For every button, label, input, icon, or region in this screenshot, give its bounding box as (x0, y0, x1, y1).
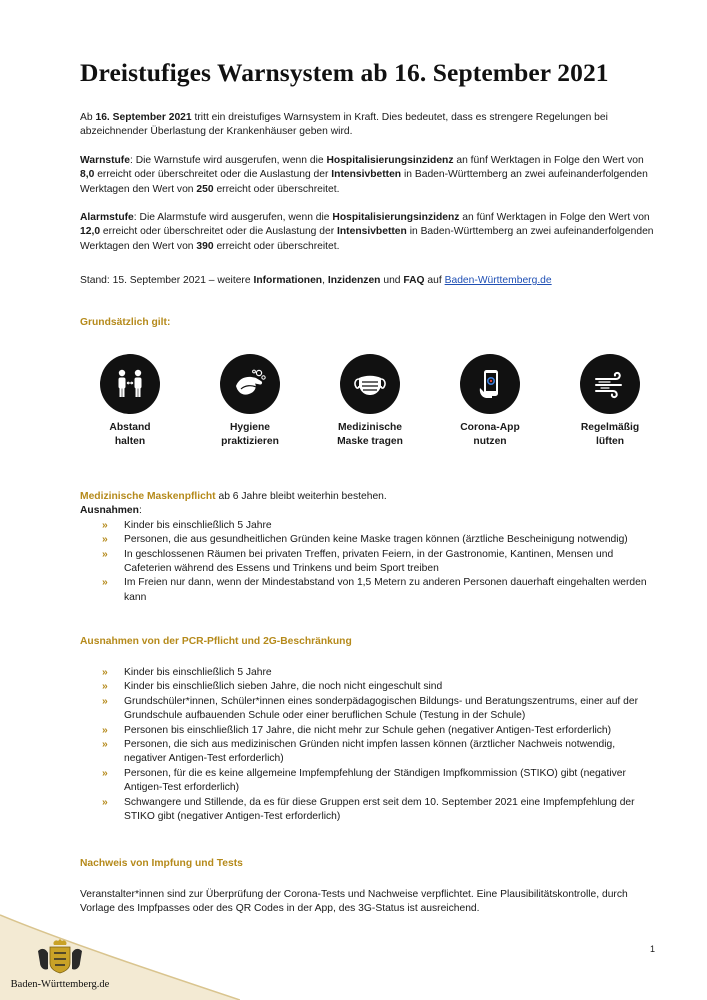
phone-app-icon (460, 354, 520, 414)
logo-text: Baden-Württemberg.de (10, 979, 110, 990)
list-item: » Personen, die aus gesundheitlichen Gründen keine Maske tragen können (ärztliche Bescheinigung notwendig) (102, 534, 628, 546)
list-item: » Kinder bis einschließlich 5 Jahre (102, 519, 272, 531)
ausnahmen-label: Ausnahmen: (80, 505, 142, 517)
list-item: » Personen, für die es keine allgemeine Impfempfehlung der Ständigen Impfkommission (STIKO) gibt (negativer Antigen-Test erforderlich) (102, 767, 626, 794)
list-item: » Kinder bis einschließlich 5 Jahre (102, 667, 272, 678)
rule-label: Regelmäßig lüften (580, 422, 640, 447)
page-number: 1 (649, 944, 655, 954)
rule-lueften (560, 354, 660, 454)
stand-paragraph: Stand: 15. September 2021 – weitere Informationen, Inzidenzen und FAQ auf Baden-Württemberg.de (80, 275, 552, 286)
nachweis-paragraph: Veranstalter*innen sind zur Überprüfung der Corona-Tests und Nachweise verpflichtet. Eine Plausibilitätskontrolle, durch Vorlage des Impfpasses oder des QR Codes in der App, des 3G-Status ist ausreichend. (80, 889, 628, 915)
list-item: » Kinder bis einschließlich sieben Jahre, die noch nicht eingeschult sind (102, 681, 443, 693)
mask-exceptions-list (80, 519, 660, 605)
list-item: » Schwangere und Stillende, da es für diese Gruppen erst seit dem 10. September 2021 eine Impfempfehlung der STIKO gibt (negativer Antigen-Test erforderlich) (102, 796, 635, 823)
rule-abstand (80, 354, 180, 454)
rule-label: Medizinische Maske tragen (337, 422, 403, 447)
distance-icon (100, 354, 160, 414)
warnstufe-paragraph: Warnstufe: Die Warnstufe wird ausgerufen, wenn die Hospitalisierungsinzidenz an fünf Werktagen in Folge den Wert von 8,0 erreicht oder überschreitet oder die Auslastung der Intensivbetten in Baden-Württemberg an zwei aufeinanderfolgenden Werktagen den Wert von 250 erreicht oder überschreitet. (80, 155, 648, 195)
rules-icons-row (80, 354, 660, 454)
rule-label: Hygiene praktizieren (221, 422, 279, 447)
baden-wuerttemberg-link[interactable]: Baden-Württemberg.de (444, 275, 552, 286)
rule-label: Corona-App nutzen (460, 422, 520, 447)
pcr-exceptions-list (80, 666, 660, 824)
rule-maske (320, 354, 420, 454)
wind-icon (580, 354, 640, 414)
list-item: » Personen bis einschließlich 17 Jahre, die nicht mehr zur Schule gehen (negativer Antigen-Test erforderlich) (102, 724, 612, 736)
footer-logo (0, 885, 240, 1000)
page-title: Dreistufiges Warnsystem ab 16. September 2021 (80, 58, 609, 87)
rule-label: Abstand halten (109, 422, 151, 447)
hand-washing-icon (220, 354, 280, 414)
nachweis-heading: Nachweis von Impfung und Tests (80, 858, 243, 869)
mask-icon (340, 354, 400, 414)
grundsaetzlich-heading: Grundsätzlich gilt: (80, 317, 171, 328)
pcr-heading: Ausnahmen von der PCR-Pflicht und 2G-Beschränkung (80, 636, 352, 647)
list-item: » Grundschüler*innen, Schüler*innen eines sonderpädagogischen Bildungs- und Beratungszentrums, einer auf der Grundschule aufbauenden Schule oder einer beruflichen Schule (Testung in der Schule) (102, 695, 639, 722)
list-item: » In geschlossenen Räumen bei privaten Treffen, privaten Feiern, in der Gastronomie, Kantinen, Mensen und Cafeterien während des Essens und Trinkens und beim Sport treiben (102, 548, 614, 575)
mask-heading: Medizinische Maskenpflicht (80, 491, 216, 502)
intro-paragraph: Ab 16. September 2021 tritt ein dreistufiges Warnsystem in Kraft. Dies bedeutet, dass es strengere Regelungen bei abzeichnender Überlastung der Krankenhäuser geben wird. (80, 112, 608, 138)
rule-hygiene (200, 354, 300, 454)
alarmstufe-paragraph: Alarmstufe: Die Alarmstufe wird ausgerufen, wenn die Hospitalisierungsinzidenz an fünf Werktagen in Folge den Wert von 12,0 erreicht oder überschreitet oder die Auslastung der Intensivbetten in Baden-Württemberg an zwei aufeinanderfolgenden Werktagen den Wert von 390 erreicht oder überschreitet. (80, 212, 654, 252)
list-item: » Personen, die sich aus medizinischen Gründen nicht impfen lassen können (ärztlicher Nachweis notwendig, negativer Antigen-Test erforderlich) (102, 739, 616, 765)
mask-heading-line: Medizinische Maskenpflicht ab 6 Jahre bleibt weiterhin bestehen. (80, 491, 387, 502)
pcr-section (80, 666, 660, 824)
mask-section (80, 490, 660, 605)
rule-corona-app (440, 354, 540, 454)
list-item: » Im Freien nur dann, wenn der Mindestabstand von 1,5 Metern zu anderen Personen dauerhaft eingehalten werden kann (102, 577, 647, 603)
